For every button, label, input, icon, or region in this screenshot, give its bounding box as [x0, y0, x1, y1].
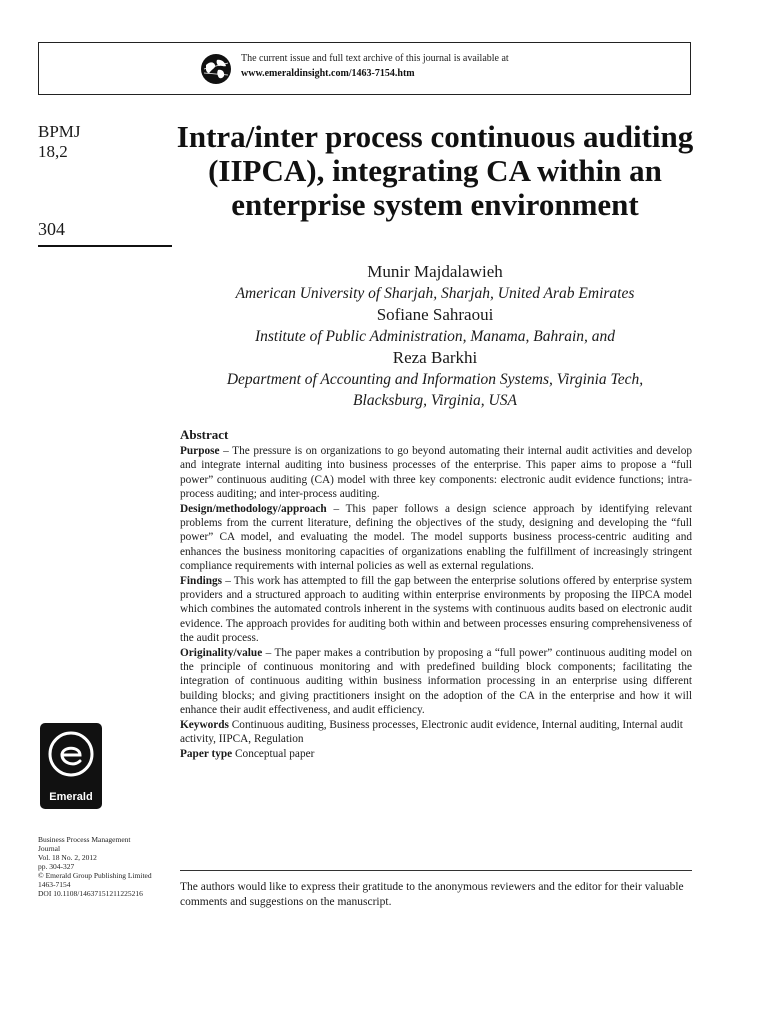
abstract-label: Purpose: [180, 445, 220, 458]
emerald-logo-text: Emerald: [49, 791, 93, 803]
abstract-label: Paper type: [180, 748, 233, 761]
abstract-label: Keywords: [180, 719, 229, 732]
journal-abbreviation: BPMJ: [38, 122, 81, 141]
meta-line: Journal: [38, 844, 61, 853]
page-number: 304: [38, 219, 65, 239]
footnote-rule: [180, 870, 692, 871]
meta-line: Business Process Management: [38, 835, 131, 844]
abstract-label: Design/methodology/approach: [180, 503, 327, 516]
page-number-rule: [38, 245, 172, 247]
meta-line: pp. 304-327: [38, 862, 75, 871]
abstract-paper-type: [180, 747, 692, 761]
journal-url-link[interactable]: www.emeraldinsight.com/1463-7154.htm: [241, 68, 415, 79]
journal-volume-issue: 18,2: [38, 142, 68, 161]
emerald-logo: [40, 723, 102, 809]
globe-icon: [200, 53, 232, 85]
author-name: Reza Barkhi: [392, 348, 478, 367]
abstract-originality: [180, 646, 692, 717]
abstract-findings: [180, 574, 692, 645]
abstract-text: – The paper makes a contribution by proposing a “full power” continuous auditing model on the principle of continuous monitoring and with predefined building block components; facilitating the integration of continuous auditing within business information processing in an enterprise using different building blocks; and giving practitioners insight on the adoption of the CA in the enterprise and how it will enhance their audit effectiveness, and audit efficiency.: [180, 647, 692, 716]
abstract-heading: Abstract: [180, 427, 229, 442]
meta-line: © Emerald Group Publishing Limited: [38, 871, 152, 880]
author-affiliation: Blacksburg, Virginia, USA: [353, 392, 517, 409]
abstract-label: Findings: [180, 575, 223, 588]
author-list: [175, 261, 695, 411]
abstract-text: Conceptual paper: [232, 748, 315, 761]
journal-availability-banner: [38, 42, 691, 95]
author-affiliation: Institute of Public Administration, Manama, Bahrain, and: [254, 328, 616, 345]
abstract-text: – This paper follows a design science approach by identifying relevant problems from the current literature, defining the objectives of the study, designing and developing the “full power” CA model, and evaluating the model. The model supports business process-centric auditing and enhances the business monitoring capacities of organizations enabling the fulfillment of increasingly stringent compliance requirements with internal policies as well as external regulations.: [180, 503, 692, 572]
abstract: [180, 428, 692, 763]
author-name: Sofiane Sahraoui: [376, 305, 494, 324]
meta-line: 1463-7154: [38, 880, 71, 889]
banner-text: The current issue and full text archive of this journal is available at: [241, 53, 509, 64]
emerald-e-icon: [40, 725, 102, 787]
abstract-keywords: [180, 718, 692, 746]
abstract-text: Continuous auditing, Business processes, Electronic audit evidence, Internal auditing, Internal audit activity, IIPCA, Regulation: [180, 719, 683, 746]
abstract-purpose: [180, 444, 692, 501]
meta-line: DOI 10.1108/14637151211225216: [38, 889, 143, 898]
author-affiliation: American University of Sharjah, Sharjah, United Arab Emirates: [235, 285, 635, 302]
abstract-text: – The pressure is on organizations to go beyond automating their internal audit activities and develop and integrate internal auditing into business processes of the enterprise. This paper aims to propose a “full power” continuous auditing (CA) model with three key components: electronic audit evidence functions; intra-process auditing; and inter-process auditing.: [180, 445, 692, 500]
publication-metadata: [38, 835, 178, 898]
abstract-design: [180, 502, 692, 573]
journal-code-block: [38, 122, 81, 162]
abstract-text: – This work has attempted to fill the gap between the enterprise solutions offered by enterprise system providers and a structured approach to auditing within enterprise environments by proposing the IIPCA model which combines the automated controls inherent in the systems with continuous audits based on electronic audit evidence. The approach provides for auditing both within and between processes ensuring comprehensiveness of the audit process.: [180, 575, 692, 644]
author-affiliation: Department of Accounting and Information Systems, Virginia Tech,: [226, 371, 644, 388]
paper-title: Intra/inter process continuous auditing (IIPCA), integrating CA within an enterprise system environment: [176, 119, 694, 222]
author-name: Munir Majdalawieh: [367, 262, 503, 281]
abstract-label: Originality/value: [180, 647, 263, 660]
acknowledgement-footnote: The authors would like to express their gratitude to the anonymous reviewers and the editor for their valuable comments and suggestions on the manuscript.: [180, 881, 684, 908]
meta-line: Vol. 18 No. 2, 2012: [38, 853, 97, 862]
